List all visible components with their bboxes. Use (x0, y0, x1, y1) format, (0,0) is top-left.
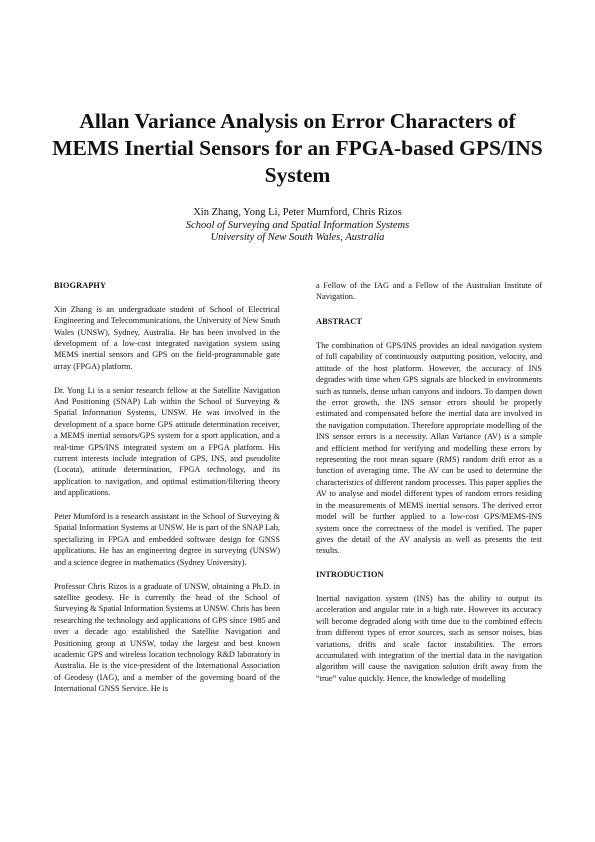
paper-title (40, 108, 555, 189)
bio-paragraph: Dr. Yong Li is a senior research fellow at the Satellite Navigation And Positioning (SNAP) Lab within the School of Surveying & Spatial Information Systems, UNSW. He was involved in the development of a space borne GPS attitude determination receiver, a MEMS inertial sensors/GPS system for a sport application, and a real-time GPS/INS integrated system on a FPGA platform. His current interests include integration of GPS, INS, and pseudolite (Locata), attitude determination, FPGA technology, and its application to navigation, and optimal estimation/filtering theory and applications. (54, 385, 280, 498)
title-line: Allan Variance Analysis on Error Characters of (79, 109, 516, 133)
bio-paragraph: Xin Zhang is an undergraduate student of School of Electrical Engineering and Telecommunications, the University of New South Wales (UNSW), Sydney, Australia. He has been involved in the development of a low-cost integrated navigation system using MEMS inertial sensors and GPS on the field-programmable gate array (FPGA) platform. (54, 304, 280, 371)
bio-paragraph: Professor Chris Rizos is a graduate of UNSW, obtaining a Ph.D. in satellite geodesy. He is currently the head of the School of Surveying & Spatial Information Systems at UNSW. Chris has been researching the technology and applications of GPS since 1985 and over a decade ago established the Satellite Navigation and Positioning group at UNSW, today the largest and best known academic GPS and wireless location technology R&D laboratory in Australia. He is the vice-president of the International Association of Geodesy (IAG), and a member of the governing board of the International GNSS Service. He is (54, 581, 280, 694)
bio-paragraph: Peter Mumford is a research assistant in the School of Surveying & Spatial Information Systems at UNSW. He is part of the SNAP Lab, specializing in FPGA and embedded software design for GNSS applications. He has an engineering degree in surveying (UNSW) and a science degree in mathematics (Sydney University). (54, 512, 280, 567)
left-column (54, 280, 280, 707)
title-line: System (264, 163, 331, 187)
author-names: Xin Zhang, Yong Li, Peter Mumford, Chris Rizos (193, 207, 402, 218)
affiliation-line: University of New South Wales, Australia (210, 232, 385, 243)
author-block (40, 207, 555, 245)
abstract-heading: ABSTRACT (316, 317, 362, 327)
title-line: MEMS Inertial Sensors for an FPGA-based GPS/INS (52, 136, 543, 160)
right-column (316, 280, 542, 697)
bio-paragraph: a Fellow of the IAG and a Fellow of the Australian Institute of Navigation. (316, 281, 542, 302)
introduction-paragraph: Inertial navigation system (INS) has the ability to output its acceleration and angular rate in a high rate. However its accuracy will become degraded along with time due to the combined effects from different types of error sources, such as sensor noises, bias variations, drifts and scale factor instabilities. The errors accumulated with integration of the inertial data in the navigation algorithm will cause the navigation solution drift away from the “true” value quickly. Hence, the knowledge of modelling (316, 593, 542, 683)
abstract-paragraph: The combination of GPS/INS provides an ideal navigation system of full capability of continuously outputting position, velocity, and attitude of the host platform. However, the accuracy of INS degrades with time when GPS signals are blocked in environments such as tunnels, dense urban canyons and indoors. To dampen down the error growth, the INS sensor errors should be properly estimated and compensated before the inertial data are involved in the navigation computation. Therefore appropriate modelling of the INS sensor errors is a necessity. Allan Variance (AV) is a simple and efficient method for verifying and modelling these errors by representing the root mean square (RMS) random drift error as a function of averaging time. The AV can be used to determine the characteristics of different random processes. This paper applies the AV to analyse and model different types of random errors residing in the measurements of MEMS inertial sensors. The derived error model will be further applied to a low-cost GPS/MEMS-INS system once the correctness of the model is verified. The paper gives the detail of the AV analysis as well as presents the test results. (316, 341, 543, 556)
introduction-heading: INTRODUCTION (316, 570, 384, 580)
affiliation-line: School of Surveying and Spatial Information Systems (185, 219, 410, 231)
biography-heading: BIOGRAPHY (54, 281, 107, 290)
